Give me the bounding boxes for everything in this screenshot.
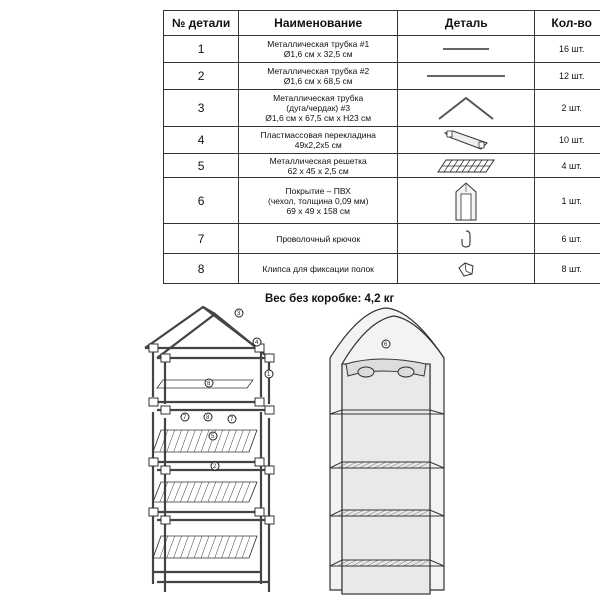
callout-7 [181,413,189,421]
roof-arch-front [157,314,269,358]
table-row [164,254,600,284]
table-row [164,224,600,254]
row-number: 6 [164,178,239,224]
table-row [164,154,600,178]
table-row [164,178,600,224]
row-name: Пластмассовая перекладина 49x2,2x5 см [239,127,398,154]
row-number: 4 [164,127,239,154]
svg-text:3: 3 [237,311,241,317]
weight-note: Вес без коробке: 4,2 кг [265,293,395,305]
callout-4 [253,338,261,346]
svg-text:7: 7 [230,417,234,423]
row-qty: 12 шт. [535,63,600,90]
frame-assembly-diagram [135,302,285,598]
table-row [164,90,600,127]
arch-tube-icon [398,90,535,127]
svg-text:2: 2 [213,464,217,470]
row-qty: 6 шт. [535,224,600,254]
table-row [164,63,600,90]
wire-hook-icon [398,224,535,254]
header-name: Наименование [239,11,398,36]
svg-text:5: 5 [211,434,215,440]
row-number: 3 [164,90,239,127]
row-name: Проволочный крючок [239,224,398,254]
svg-text:8: 8 [206,415,210,421]
row-qty: 4 шт. [535,154,600,178]
svg-text:7: 7 [183,415,187,421]
row-name: Покрытие – ПВХ (чехол, толщина 0,09 мм) 69 x 49 x 158 см [239,178,398,224]
row-number: 1 [164,36,239,63]
long-tube-icon [398,63,535,90]
short-tube-icon [398,36,535,63]
row-number: 2 [164,63,239,90]
row-number: 5 [164,154,239,178]
callout-6 [382,340,390,348]
row-number: 7 [164,224,239,254]
row-qty: 1 шт. [535,178,600,224]
row-name: Металлическая трубка #1 Ø1,6 см x 32,5 см [239,36,398,63]
table-row [164,36,600,63]
row-name: Клипса для фиксации полок [239,254,398,284]
row-qty: 8 шт. [535,254,600,284]
row-qty: 2 шт. [535,90,600,127]
row-name: Металлическая решетка 62 x 45 x 2,5 см [239,154,398,178]
table-header-row [164,11,600,36]
row-number: 8 [164,254,239,284]
row-name: Металлическая трубка (дуга/чердак) #3 Ø1,6 см x 67,5 см x H23 см [239,90,398,127]
metal-grid-icon [398,154,535,178]
callout-3 [235,309,243,317]
svg-text:6: 6 [384,342,388,348]
pvc-cover-icon [398,178,535,224]
grid-shelves [153,430,257,558]
svg-text:4: 4 [255,340,259,346]
row-qty: 10 шт. [535,127,600,154]
callout-1 [265,370,273,378]
callout-7b [228,415,236,423]
header-part: Деталь [398,11,535,36]
svg-text:1: 1 [267,372,271,378]
assembled-greenhouse-diagram [320,302,450,598]
callout-5 [209,432,217,440]
plastic-crossbar-icon [398,127,535,154]
header-number: № детали [164,11,239,36]
callout-8b [204,413,212,421]
header-qty: Кол-во [535,11,600,36]
row-name: Металлическая трубка #2 Ø1,6 см x 68,5 см [239,63,398,90]
parts-table [163,10,600,284]
row-qty: 16 шт. [535,36,600,63]
callout-8 [205,379,213,387]
shelf-clip-icon [398,254,535,284]
svg-text:8: 8 [207,381,211,387]
table-row [164,127,600,154]
callout-2 [211,462,219,470]
